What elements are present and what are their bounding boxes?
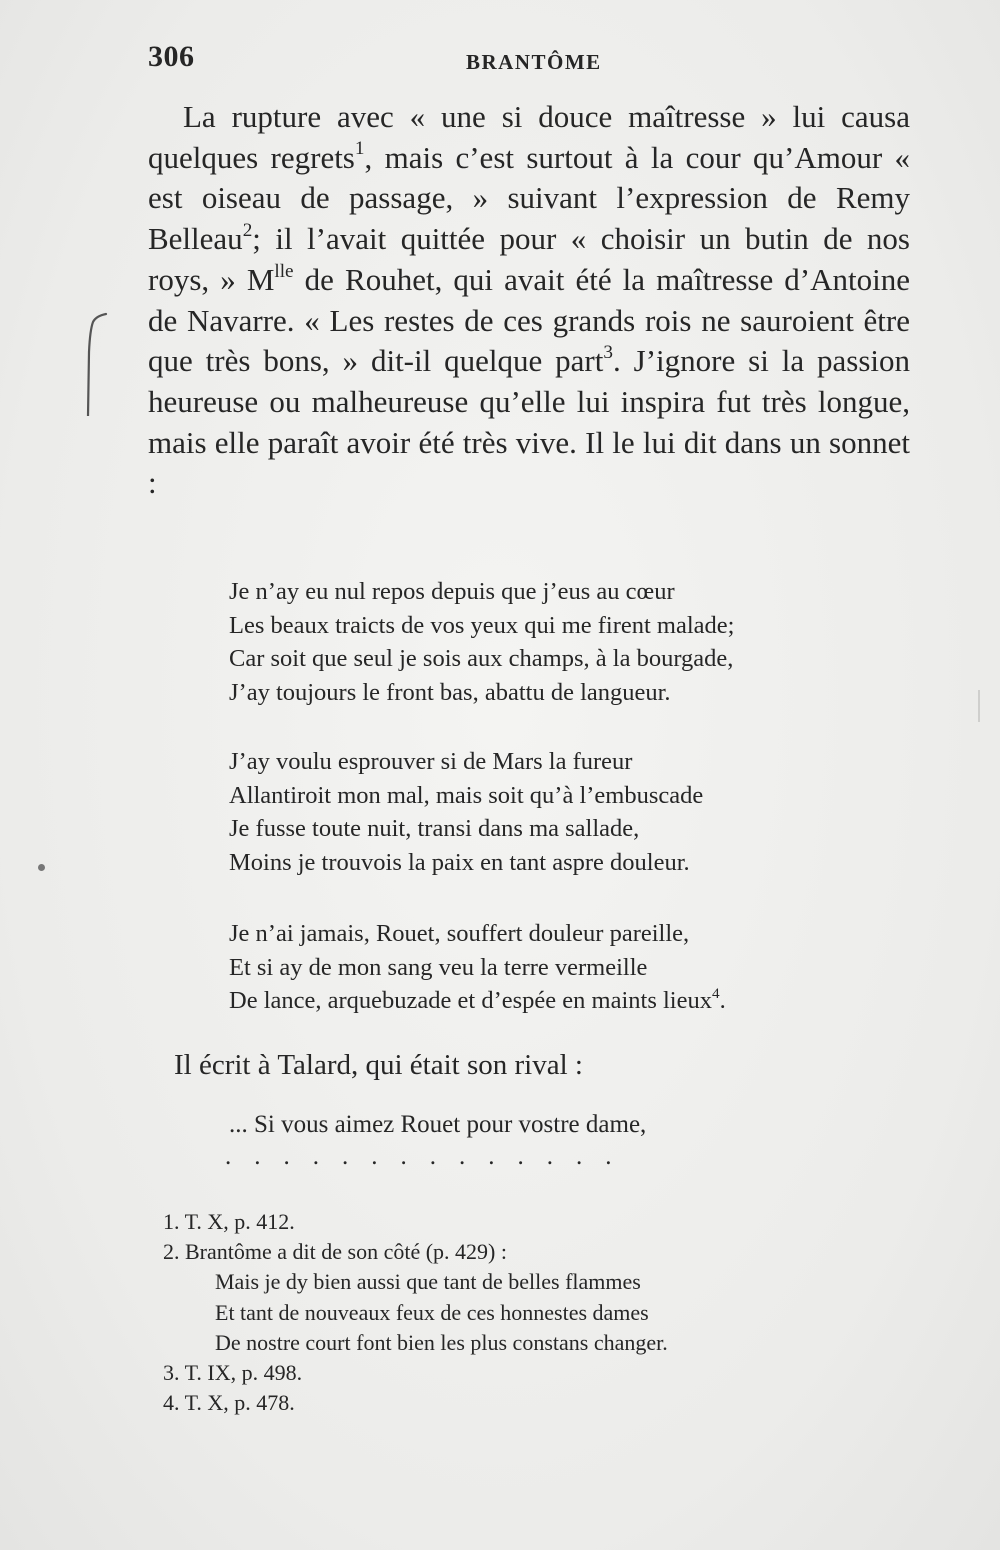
- text-run: ; il l’avait quittée pour « choisir un butin de nos roys, » M: [148, 221, 910, 297]
- mlle-superscript: lle: [274, 260, 294, 282]
- text-run: De lance, arquebuzade et d’espée en maints lieux: [229, 987, 712, 1015]
- text-run: .: [719, 987, 726, 1015]
- text-run: . J’ignore si la passion heureuse ou malheureuse qu’elle lui inspira fut très longue, mais elle paraît avoir été très vive. Il le lui dit dans un sonnet :: [148, 343, 910, 501]
- quoted-verse: ... Si vous aimez Rouet pour vostre dame,: [229, 1111, 647, 1138]
- footnote-1: 1. T. X, p. 412.: [163, 1209, 295, 1234]
- footnote-3: 3. T. IX, p. 498.: [163, 1360, 303, 1386]
- footnote-ref-2: 2: [242, 219, 253, 241]
- poem-line: Moins je trouvois la paix en tant aspre douleur.: [229, 848, 690, 876]
- page-number: 306: [148, 40, 195, 73]
- poem-line: Car soit que seul je sois aux champs, à la bourgade,: [229, 645, 734, 673]
- text-run: , mais c’est surtout à la cour qu’Amour « est oiseau de passage, » suivant l’expression de Remy Belleau: [148, 139, 910, 257]
- text-run: de Rouhet, qui avait été la maîtresse d’Antoine de Navarre. « Les restes de ces grands rois ne sauroient être que très bons, » dit-il quelque part: [148, 261, 910, 379]
- sonnet-stanza-3: [229, 917, 726, 1018]
- paragraph-1: [148, 97, 910, 504]
- footnote-2-verse: Et tant de nouveaux feux de ces honnestes dames: [215, 1299, 649, 1325]
- poem-line: J’ay voulu esprouver si de Mars la fureur: [229, 748, 633, 775]
- sonnet-stanza-1: [229, 575, 734, 709]
- poem-line: Les beaux traicts de vos yeux qui me firent malade;: [229, 611, 735, 639]
- page-header: [148, 40, 908, 80]
- show-through-mark: [978, 690, 980, 722]
- footnote-ref-4: 4: [711, 984, 720, 1002]
- sonnet-stanza-2: [229, 745, 703, 879]
- poem-line: Je n’ay eu nul repos depuis que j’eus au cœur: [229, 578, 675, 605]
- running-head: BRANTÔME: [466, 50, 602, 74]
- text-run: La rupture avec « une si douce maîtresse » lui causa quelques regrets: [148, 99, 910, 175]
- poem-line: [229, 984, 726, 1018]
- ellipsis-dots: ..............: [225, 1143, 635, 1170]
- footnotes: [163, 1207, 883, 1418]
- poem-line: Et si ay de mon sang veu la terre vermeille: [229, 953, 648, 981]
- poem-line: Je n’ai jamais, Rouet, souffert douleur pareille,: [229, 920, 690, 947]
- footnote-4: 4. T. X, p. 478.: [163, 1390, 295, 1416]
- body-paragraph: [148, 97, 910, 504]
- footnote-2-verse: Mais je dy bien aussi que tant de belles flammes: [215, 1269, 641, 1295]
- footnote-ref-1: 1: [354, 138, 365, 160]
- poem-line: J’ay toujours le front bas, abattu de langueur.: [229, 678, 671, 706]
- ink-speck: [38, 864, 45, 871]
- poem-line: Je fusse toute nuit, transi dans ma sallade,: [229, 815, 640, 843]
- footnote-ref-3: 3: [603, 341, 613, 363]
- talard-paragraph: Il écrit à Talard, qui était son rival :: [174, 1049, 583, 1081]
- footnote-2-verse: De nostre court font bien les plus constans changer.: [215, 1329, 668, 1355]
- poem-line: Allantiroit mon mal, mais soit qu’à l’embuscade: [229, 781, 704, 809]
- pencil-margin-mark-icon: [84, 312, 110, 416]
- footnote-2: 2. Brantôme a dit de son côté (p. 429) :: [163, 1239, 507, 1265]
